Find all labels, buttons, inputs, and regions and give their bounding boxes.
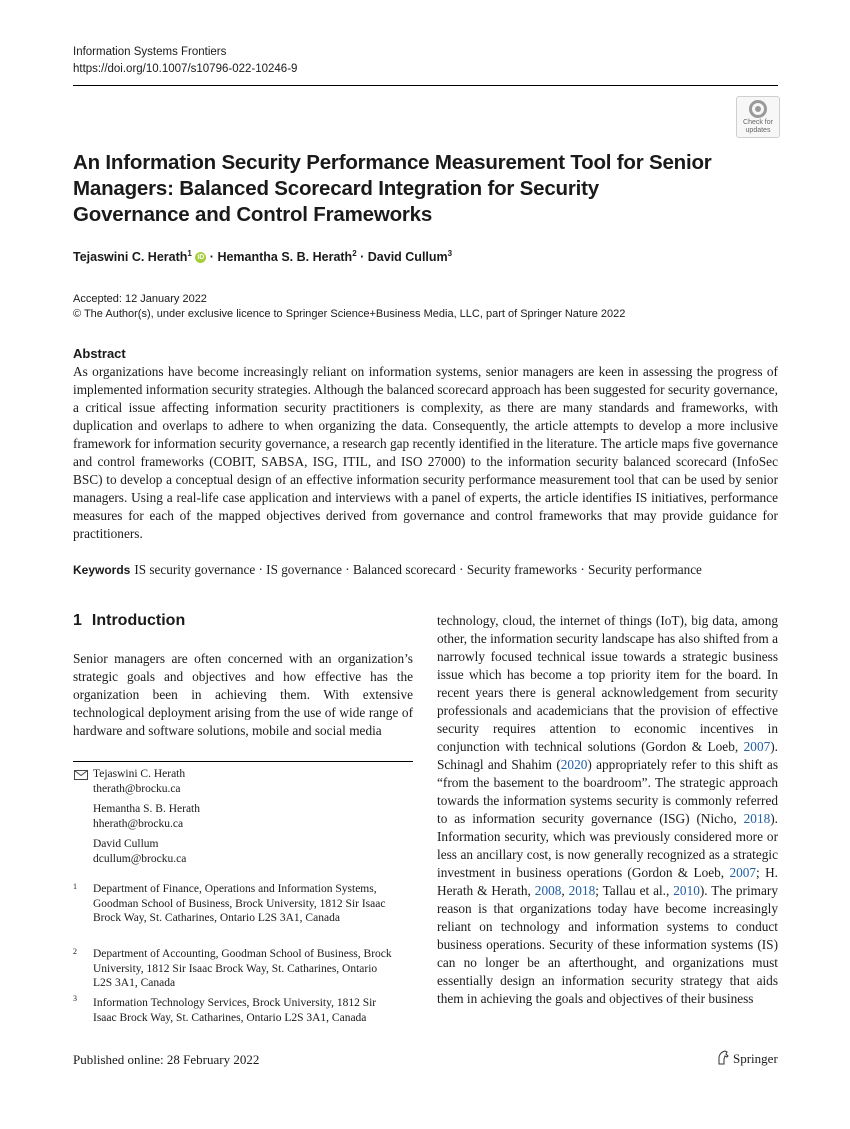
check-label: Check for <box>743 119 773 126</box>
body-text: , <box>561 883 569 898</box>
footnote-rule <box>73 761 413 762</box>
citation-link[interactable]: 2018 <box>743 811 771 826</box>
keywords-text: IS security governance · IS governance · Balanced scorecard · Security frameworks · Security performance <box>134 562 702 577</box>
contact-entry <box>93 837 200 866</box>
contact-name: Tejaswini C. Herath <box>93 768 186 780</box>
author-affil: 1 <box>187 249 192 258</box>
body-text: ) appropriately refer to this shift as “from the basement to the boardroom”. The strategic approach towards the information systems security is commonly referred to as information security governance (ISG) (Nicho, <box>437 757 779 826</box>
publisher-logo <box>716 1050 778 1067</box>
author-sep: · <box>206 250 218 265</box>
updates-label: updates <box>745 127 771 134</box>
paper-title: An Information Security Performance Measurement Tool for Senior Managers: Balanced Scorecard Integration for Security Governance and Control Frameworks <box>73 151 712 226</box>
abstract-heading: Abstract <box>73 346 126 361</box>
contact-name: David Cullum <box>93 838 159 850</box>
body-text: technology, cloud, the internet of things (IoT), big data, among other, the information security landscape has also shifted from a narrowly focused technical issue towards a strategic business issue which has become a top priority item for the board. In recent years there is general acknowledgement from security professionals and academicians that the provision of effective security requires attention to economic incentives in conjunction with technical solutions (Gordon & Loeb, <box>437 613 778 754</box>
check-for-updates-badge[interactable] <box>736 96 780 138</box>
section-title: Introduction <box>91 612 186 629</box>
contact-entry <box>93 767 200 796</box>
keywords <box>73 562 702 578</box>
keywords-label: Keywords <box>73 563 131 577</box>
author-affil: 2 <box>352 249 357 258</box>
citation-link[interactable]: 2007 <box>729 865 757 880</box>
body-text: ; H. Herath & Herath, <box>437 865 778 898</box>
section-heading <box>73 612 195 630</box>
affiliation-text: Department of Finance, Operations and Information Systems, Goodman School of Business, Brock University, 1812 Sir Isaac Brock Way, St. Catharines, Ontario L2S 3A1, Canada <box>93 883 386 924</box>
contact-block <box>93 767 200 872</box>
citation-link[interactable]: 2007 <box>743 739 771 754</box>
contact-name: Hemantha S. B. Herath <box>93 803 200 815</box>
author-name: Tejaswini C. Herath <box>73 250 188 265</box>
author-list <box>73 249 452 264</box>
accepted-date: Accepted: 12 January 2022 <box>73 293 207 305</box>
citation-link[interactable]: 2008 <box>534 883 562 898</box>
contact-email[interactable]: dcullum@brocku.ca <box>93 852 187 865</box>
abstract-text: As organizations have become increasingly reliant on information systems, senior managers are keen in assessing the progress of implemented information security strategies. Although the balanced scorecard approach has been suggested for security governance, a critical issue affecting information security practitioners is complexity, as there are many standards and frameworks, with duplication and overlaps to adhere to when organizing the data. Consequently, the article attempts to develop a more inclusive framework for information security governance, a research gap recently identified in the literature. The article maps five governance and control frameworks (COBIT, SABSA, ISG, ITIL, and ISO 27000) to the information security balanced scorecard (InfoSec BSC) to develop a conceptual design of an effective information security performance measurement tool that can be used by senior managers. Using a real-life case application and interviews with a panel of experts, the article identifies IS initiatives, performance measures for each of the mapped objectives derived from governance and control frameworks that may provide guidance for practitioners. <box>73 364 778 541</box>
body-text: ). Information security, which was previously considered more or less an ancillary cost, is now generally recognized as a strategic investment in business operations (Gordon & Loeb, <box>437 811 778 880</box>
affiliation-number: 1 <box>73 882 77 891</box>
journal-name: Information Systems Frontiers <box>73 46 227 58</box>
affiliation-text: Department of Accounting, Goodman School of Business, Brock University, 1812 Sir Isaac Brock Way, St. Catharines, Ontario L2S 3A1, Canada <box>93 948 392 989</box>
publisher-name: Springer <box>733 1051 778 1066</box>
journal-header <box>73 44 297 78</box>
doi-link[interactable]: https://doi.org/10.1007/s10796-022-10246-9 <box>73 63 298 75</box>
author-name: Hemantha S. B. Herath <box>217 250 353 265</box>
citation-link[interactable]: 2020 <box>560 757 588 772</box>
contact-email[interactable]: therath@brocku.ca <box>93 782 181 795</box>
article-meta <box>73 292 625 322</box>
author-name: David Cullum <box>367 250 448 265</box>
body-text: ). Schinagl and Shahim ( <box>437 739 778 772</box>
contact-entry <box>93 802 200 831</box>
published-date: Published online: 28 February 2022 <box>73 1052 260 1067</box>
copyright-notice: © The Author(s), under exclusive licence to Springer Science+Business Media, LLC, part of Springer Nature 2022 <box>73 308 626 320</box>
affiliation-text: Information Technology Services, Brock University, 1812 Sir Isaac Brock Way, St. Catharines, Ontario L2S 3A1, Canada <box>93 997 377 1024</box>
contact-email[interactable]: hherath@brocku.ca <box>93 817 184 830</box>
intro-column-1: Senior managers are often concerned with an organization’s strategic goals and objectives and how effective has the organization been in achieving them. With extensive technological deployment arising from the use of wide range of hardware and software solutions, mobile and social media <box>73 651 413 738</box>
author-affil: 3 <box>447 249 453 258</box>
springer-horse-icon <box>716 1050 730 1065</box>
intro-column-2 <box>437 612 778 1008</box>
crossmark-icon <box>749 100 767 118</box>
citation-link[interactable]: 2018 <box>568 883 596 898</box>
mail-icon <box>74 770 88 780</box>
author-sep: · <box>356 250 368 265</box>
body-text: ; Tallau et al., <box>595 883 674 898</box>
body-text: ). The primary reason is that organizations today have become increasingly reliant on technology and information systems to conduct business operations. Security of these information systems (IS) can no longer be an afterthought, and organizations must essentially design an information security strategy that aids them in achieving the goals and objectives of their business <box>437 883 778 1006</box>
affiliation-number: 2 <box>73 947 77 956</box>
affiliation-number: 3 <box>73 994 77 1003</box>
citation-link[interactable]: 2010 <box>673 883 700 898</box>
orcid-icon[interactable]: iD <box>197 254 205 262</box>
header-rule <box>73 85 778 86</box>
section-number: 1 <box>73 612 82 629</box>
